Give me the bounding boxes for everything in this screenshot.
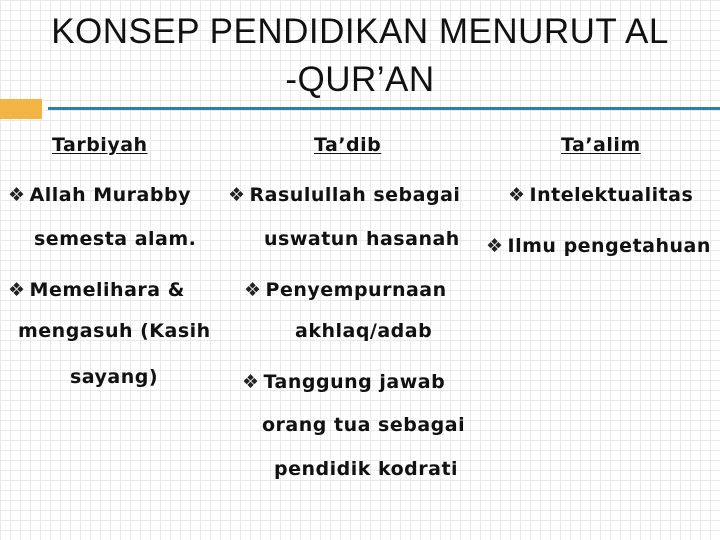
heading-tadib: Ta’dib — [314, 134, 382, 156]
slide-title — [0, 8, 720, 104]
tarbiyah-item-2-line-1: ❖ Memelihara & — [8, 279, 185, 301]
tadib-item-2-line-2: akhlaq/adab — [295, 320, 433, 342]
bullet-icon: ❖ — [8, 279, 26, 301]
slide-title-line-2: -QUR’AN — [285, 60, 435, 99]
tadib-item-3-line-3: pendidik kodrati — [274, 458, 459, 480]
bullet-icon: ❖ — [8, 184, 26, 206]
bullet-icon: ❖ — [508, 184, 526, 206]
heading-taalim: Ta’alim — [561, 134, 641, 156]
slide-title-line-1: KONSEP PENDIDIKAN MENURUT AL — [51, 12, 669, 51]
tarbiyah-item-2-line-3: sayang) — [70, 366, 159, 388]
tarbiyah-item-1-line-1: ❖ Allah Murabby — [8, 184, 191, 206]
taalim-item-2: ❖ Ilmu pengetahuan — [486, 235, 711, 257]
tadib-item-1-line-2: uswatun hasanah — [264, 228, 460, 250]
tadib-item-2-line-1: ❖ Penyempurnaan — [244, 279, 447, 301]
bullet-icon: ❖ — [242, 371, 260, 393]
tarbiyah-item-2-line-2: mengasuh (Kasih — [18, 320, 211, 342]
tadib-item-3-line-2: orang tua sebagai — [262, 414, 466, 436]
accent-divider-line — [48, 107, 720, 110]
bullet-icon: ❖ — [244, 279, 262, 301]
tadib-item-1-line-1: ❖ Rasulullah sebagai — [228, 184, 461, 206]
heading-tarbiyah: Tarbiyah — [52, 134, 148, 156]
tadib-item-3-line-1: ❖ Tanggung jawab — [242, 371, 446, 393]
accent-square — [0, 99, 42, 119]
taalim-item-1: ❖ Intelektualitas — [508, 184, 694, 206]
bullet-icon: ❖ — [228, 184, 246, 206]
tarbiyah-item-1-line-2: semesta alam. — [34, 228, 197, 250]
bullet-icon: ❖ — [486, 235, 504, 257]
